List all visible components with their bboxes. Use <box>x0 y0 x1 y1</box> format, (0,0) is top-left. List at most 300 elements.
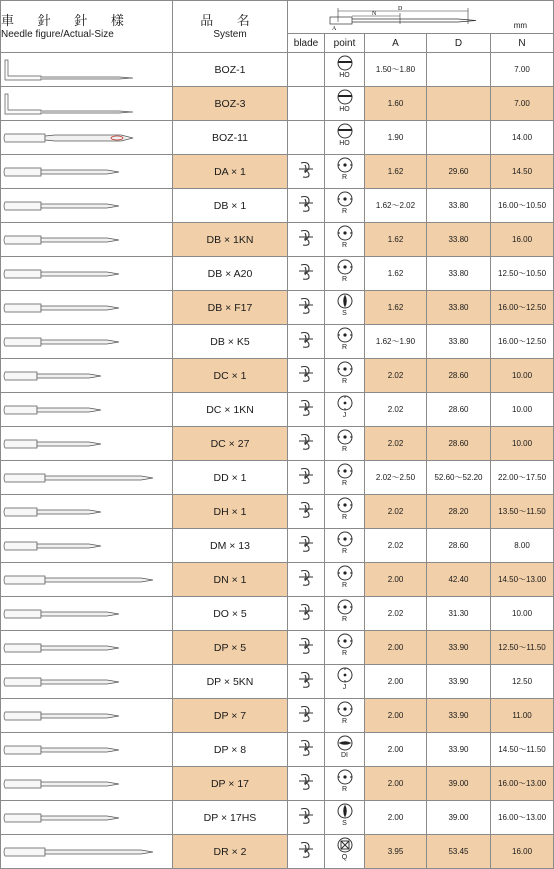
value-d-cell: 29.60 <box>427 155 491 189</box>
blade-cell <box>288 427 325 461</box>
blade-icon <box>295 363 317 383</box>
point-symbol <box>330 427 360 455</box>
value-n-cell: 11.00 <box>491 699 554 733</box>
system-cell: DC × 1 <box>173 359 288 393</box>
value-d-cell: 52.60～52.20 <box>427 461 491 495</box>
table-row <box>1 597 554 631</box>
needle-figure <box>1 295 161 321</box>
point-symbol <box>330 325 360 353</box>
blade-icon <box>295 601 317 621</box>
point-code: R <box>341 208 348 215</box>
point-code: R <box>341 242 348 249</box>
point-cell <box>325 121 365 155</box>
blade-icon <box>295 499 317 519</box>
value-a-cell: 1.62 <box>365 155 427 189</box>
value-n-cell: 12.50～10.50 <box>491 257 554 291</box>
blade-cell <box>288 733 325 767</box>
point-symbol <box>330 257 360 285</box>
blade-icon <box>295 329 317 349</box>
table-row <box>1 223 554 257</box>
point-symbol <box>330 801 360 829</box>
value-d-cell: 28.60 <box>427 427 491 461</box>
value-d-cell <box>427 121 491 155</box>
point-cell <box>325 291 365 325</box>
point-code: R <box>341 480 348 487</box>
system-cell: BOZ-1 <box>173 53 288 87</box>
blade-icon <box>295 703 317 723</box>
blade-cell <box>288 223 325 257</box>
point-code: R <box>341 174 348 181</box>
point-code: R <box>341 514 348 521</box>
needle-figure <box>1 125 161 151</box>
blade-icon <box>295 295 317 315</box>
d-column-header: D <box>427 34 491 53</box>
needle-figure-cell <box>1 189 173 223</box>
point-cell <box>325 427 365 461</box>
needle-figure <box>1 57 161 83</box>
point-cell <box>325 461 365 495</box>
needle-figure <box>1 669 161 695</box>
point-cell <box>325 631 365 665</box>
needle-figure <box>1 499 161 525</box>
value-d-cell: 33.80 <box>427 223 491 257</box>
point-style-icon <box>336 666 354 684</box>
value-n-cell: 14.00 <box>491 121 554 155</box>
point-symbol <box>330 767 360 795</box>
needle-figure <box>1 465 161 491</box>
point-style-icon <box>336 700 354 718</box>
diagram-letter-a: A <box>332 26 337 32</box>
blade-cell <box>288 189 325 223</box>
point-symbol <box>330 631 360 659</box>
point-style-icon <box>336 598 354 616</box>
point-symbol <box>330 223 360 251</box>
needle-figure-cell <box>1 359 173 393</box>
point-code: R <box>341 650 348 657</box>
needle-figure-cell <box>1 835 173 869</box>
needle-figure-cell <box>1 325 173 359</box>
point-style-icon <box>336 190 354 208</box>
point-code: R <box>341 276 348 283</box>
needle-figure <box>1 533 161 559</box>
system-cell: DP × 17 <box>173 767 288 801</box>
system-cell: DR × 2 <box>173 835 288 869</box>
system-cell: DB × 1 <box>173 189 288 223</box>
value-a-cell: 1.62 <box>365 291 427 325</box>
table-row <box>1 801 554 835</box>
point-cell <box>325 529 365 563</box>
needle-figure-cell <box>1 393 173 427</box>
blade-cell <box>288 495 325 529</box>
blade-cell <box>288 87 325 121</box>
value-a-cell: 2.00 <box>365 801 427 835</box>
value-a-cell: 2.00 <box>365 631 427 665</box>
point-cell <box>325 155 365 189</box>
blade-cell <box>288 665 325 699</box>
blade-icon <box>295 261 317 281</box>
needle-figure <box>1 363 161 389</box>
point-code: R <box>341 378 348 385</box>
table-row <box>1 733 554 767</box>
n-column-header: N <box>491 34 554 53</box>
value-n-cell: 8.00 <box>491 529 554 563</box>
point-style-icon <box>336 462 354 480</box>
point-cell <box>325 325 365 359</box>
point-symbol <box>330 835 360 863</box>
value-a-cell: 1.62～1.90 <box>365 325 427 359</box>
value-d-cell: 42.40 <box>427 563 491 597</box>
blade-cell <box>288 291 325 325</box>
needle-figure-cell <box>1 495 173 529</box>
value-a-cell: 2.02～2.50 <box>365 461 427 495</box>
point-cell <box>325 801 365 835</box>
needle-figure-cell <box>1 87 173 121</box>
blade-cell <box>288 631 325 665</box>
needle-figure-cell <box>1 257 173 291</box>
point-cell <box>325 597 365 631</box>
value-d-cell: 33.80 <box>427 189 491 223</box>
blade-cell <box>288 597 325 631</box>
needle-figure <box>1 737 161 763</box>
value-a-cell: 2.00 <box>365 563 427 597</box>
value-a-cell: 2.02 <box>365 427 427 461</box>
table-row <box>1 53 554 87</box>
value-d-cell <box>427 53 491 87</box>
figure-header-title: 車 針 針 樣 <box>1 12 134 28</box>
point-code: HO <box>339 140 350 147</box>
value-n-cell: 14.50～13.00 <box>491 563 554 597</box>
value-d-cell: 33.80 <box>427 325 491 359</box>
value-n-cell: 14.50～11.50 <box>491 733 554 767</box>
point-code: Q <box>341 854 348 861</box>
table-row <box>1 155 554 189</box>
table-row <box>1 631 554 665</box>
value-n-cell: 14.50 <box>491 155 554 189</box>
figure-header <box>1 1 173 53</box>
a-column-header: A <box>365 34 427 53</box>
needle-figure <box>1 261 161 287</box>
table-row <box>1 393 554 427</box>
point-column-header: point <box>325 34 365 53</box>
point-style-icon <box>336 326 354 344</box>
value-n-cell: 7.00 <box>491 87 554 121</box>
value-n-cell: 16.00～10.50 <box>491 189 554 223</box>
table-row <box>1 121 554 155</box>
needle-figure-cell <box>1 631 173 665</box>
table-row <box>1 699 554 733</box>
value-a-cell: 2.02 <box>365 393 427 427</box>
blade-icon <box>295 227 317 247</box>
value-d-cell: 33.90 <box>427 631 491 665</box>
table-row <box>1 563 554 597</box>
point-style-icon <box>336 156 354 174</box>
point-code: S <box>342 310 347 317</box>
point-cell <box>325 189 365 223</box>
needle-figure <box>1 601 161 627</box>
point-cell <box>325 665 365 699</box>
table-row <box>1 87 554 121</box>
point-code: DI <box>341 752 348 759</box>
blade-cell <box>288 393 325 427</box>
point-style-icon <box>336 88 354 106</box>
table-row <box>1 767 554 801</box>
value-d-cell: 53.45 <box>427 835 491 869</box>
blade-icon <box>295 737 317 757</box>
value-d-cell <box>427 87 491 121</box>
diagram-letter-d: D <box>398 6 403 12</box>
needle-figure <box>1 329 161 355</box>
value-d-cell: 33.80 <box>427 291 491 325</box>
needle-rows <box>1 53 554 869</box>
needle-figure-cell <box>1 223 173 257</box>
needle-figure <box>1 397 161 423</box>
system-cell: DP × 17HS <box>173 801 288 835</box>
system-cell: DD × 1 <box>173 461 288 495</box>
blade-cell <box>288 257 325 291</box>
needle-figure-cell <box>1 53 173 87</box>
point-cell <box>325 733 365 767</box>
blade-icon <box>295 669 317 689</box>
value-a-cell: 2.00 <box>365 699 427 733</box>
value-n-cell: 12.50 <box>491 665 554 699</box>
needle-figure-cell <box>1 291 173 325</box>
value-d-cell: 39.00 <box>427 767 491 801</box>
value-a-cell: 1.62 <box>365 257 427 291</box>
point-symbol <box>330 461 360 489</box>
system-header-title: 品 名 <box>200 12 260 28</box>
value-a-cell: 1.62 <box>365 223 427 257</box>
point-cell <box>325 393 365 427</box>
point-style-icon <box>336 122 354 140</box>
value-n-cell: 16.00～13.00 <box>491 801 554 835</box>
blade-icon <box>295 397 317 417</box>
system-cell: DN × 1 <box>173 563 288 597</box>
point-style-icon <box>336 428 354 446</box>
system-header-subtitle: System <box>213 28 247 40</box>
value-d-cell: 33.90 <box>427 733 491 767</box>
value-a-cell: 1.60 <box>365 87 427 121</box>
point-code: R <box>341 582 348 589</box>
blade-cell <box>288 767 325 801</box>
point-code: J <box>342 412 347 419</box>
diagram-letter-n: N <box>372 11 377 17</box>
value-d-cell: 28.20 <box>427 495 491 529</box>
needle-figure <box>1 193 161 219</box>
system-cell: BOZ-3 <box>173 87 288 121</box>
point-style-icon <box>336 768 354 786</box>
blade-cell <box>288 325 325 359</box>
system-cell: BOZ-11 <box>173 121 288 155</box>
point-symbol <box>330 87 360 115</box>
point-style-icon <box>336 394 354 412</box>
point-code: J <box>342 684 347 691</box>
system-cell: DP × 8 <box>173 733 288 767</box>
value-d-cell: 33.80 <box>427 257 491 291</box>
blade-cell <box>288 121 325 155</box>
table-row <box>1 359 554 393</box>
point-style-icon <box>336 564 354 582</box>
point-style-icon <box>336 734 354 752</box>
point-style-icon <box>336 224 354 242</box>
table-row <box>1 495 554 529</box>
point-style-icon <box>336 496 354 514</box>
blade-cell <box>288 563 325 597</box>
point-cell <box>325 495 365 529</box>
value-a-cell: 2.02 <box>365 529 427 563</box>
needle-figure <box>1 431 161 457</box>
table-row <box>1 325 554 359</box>
value-n-cell: 16.00～12.50 <box>491 325 554 359</box>
point-symbol <box>330 189 360 217</box>
needle-figure <box>1 805 161 831</box>
value-n-cell: 16.00～12.50 <box>491 291 554 325</box>
point-style-icon <box>336 292 354 310</box>
point-cell <box>325 223 365 257</box>
point-symbol <box>330 359 360 387</box>
system-cell: DB × 1KN <box>173 223 288 257</box>
blade-icon <box>295 805 317 825</box>
unit-label: mm <box>513 21 528 30</box>
point-cell <box>325 359 365 393</box>
blade-icon <box>295 839 317 859</box>
needle-figure-cell <box>1 461 173 495</box>
point-code: S <box>342 820 347 827</box>
point-code: HO <box>339 106 350 113</box>
value-n-cell: 16.00 <box>491 223 554 257</box>
point-symbol <box>330 529 360 557</box>
point-style-icon <box>336 530 354 548</box>
point-symbol <box>330 563 360 591</box>
blade-cell <box>288 529 325 563</box>
system-cell: DM × 13 <box>173 529 288 563</box>
needle-figure <box>1 567 161 593</box>
table-row <box>1 257 554 291</box>
point-code: R <box>341 446 348 453</box>
point-cell <box>325 257 365 291</box>
point-code: R <box>341 548 348 555</box>
needle-dimension-diagram <box>328 2 528 32</box>
point-cell <box>325 53 365 87</box>
system-cell: DC × 1KN <box>173 393 288 427</box>
point-symbol <box>330 733 360 761</box>
point-code: HO <box>339 72 350 79</box>
figure-header-subtitle: Needle figure/Actual-Size <box>1 28 114 40</box>
point-cell <box>325 835 365 869</box>
blade-cell <box>288 835 325 869</box>
system-cell: DA × 1 <box>173 155 288 189</box>
point-symbol <box>330 665 360 693</box>
table-row <box>1 461 554 495</box>
system-cell: DH × 1 <box>173 495 288 529</box>
needle-figure-cell <box>1 121 173 155</box>
value-d-cell: 31.30 <box>427 597 491 631</box>
value-n-cell: 10.00 <box>491 597 554 631</box>
needle-figure-cell <box>1 427 173 461</box>
value-n-cell: 22.00～17.50 <box>491 461 554 495</box>
point-cell <box>325 87 365 121</box>
point-style-icon <box>336 632 354 650</box>
blade-icon <box>295 159 317 179</box>
blade-cell <box>288 801 325 835</box>
value-n-cell: 10.00 <box>491 393 554 427</box>
needle-figure-cell <box>1 699 173 733</box>
point-symbol <box>330 121 360 149</box>
table-row <box>1 291 554 325</box>
value-d-cell: 39.00 <box>427 801 491 835</box>
point-symbol <box>330 393 360 421</box>
blade-icon <box>295 431 317 451</box>
value-n-cell: 7.00 <box>491 53 554 87</box>
needle-figure-cell <box>1 597 173 631</box>
blade-cell <box>288 461 325 495</box>
point-style-icon <box>336 836 354 854</box>
table-row <box>1 427 554 461</box>
value-n-cell: 16.00～13.00 <box>491 767 554 801</box>
blade-cell <box>288 53 325 87</box>
system-cell: DB × A20 <box>173 257 288 291</box>
point-code: R <box>341 786 348 793</box>
point-cell <box>325 563 365 597</box>
point-style-icon <box>336 360 354 378</box>
needle-figure <box>1 635 161 661</box>
table-row <box>1 665 554 699</box>
value-n-cell: 13.50～11.50 <box>491 495 554 529</box>
table-row <box>1 835 554 869</box>
value-d-cell: 28.60 <box>427 529 491 563</box>
needle-figure-cell <box>1 563 173 597</box>
value-a-cell: 2.00 <box>365 733 427 767</box>
point-symbol <box>330 597 360 625</box>
system-cell: DP × 5 <box>173 631 288 665</box>
dimension-diagram-header <box>288 1 554 34</box>
value-d-cell: 33.90 <box>427 665 491 699</box>
value-d-cell: 28.60 <box>427 359 491 393</box>
point-code: R <box>341 616 348 623</box>
system-cell: DB × F17 <box>173 291 288 325</box>
value-n-cell: 16.00 <box>491 835 554 869</box>
blade-icon <box>295 771 317 791</box>
point-symbol <box>330 699 360 727</box>
needle-figure <box>1 839 161 865</box>
needle-figure-cell <box>1 733 173 767</box>
value-a-cell: 2.02 <box>365 359 427 393</box>
blade-cell <box>288 359 325 393</box>
value-a-cell: 1.62～2.02 <box>365 189 427 223</box>
point-cell <box>325 767 365 801</box>
value-a-cell: 2.00 <box>365 665 427 699</box>
system-cell: DC × 27 <box>173 427 288 461</box>
needle-figure <box>1 159 161 185</box>
point-code: R <box>341 344 348 351</box>
needle-figure-cell <box>1 665 173 699</box>
value-d-cell: 33.90 <box>427 699 491 733</box>
point-style-icon <box>336 258 354 276</box>
blade-icon <box>295 635 317 655</box>
needle-figure <box>1 771 161 797</box>
value-a-cell: 2.02 <box>365 495 427 529</box>
value-n-cell: 12.50～11.50 <box>491 631 554 665</box>
point-cell <box>325 699 365 733</box>
table-row <box>1 529 554 563</box>
table-row <box>1 189 554 223</box>
point-symbol <box>330 155 360 183</box>
value-a-cell: 2.00 <box>365 767 427 801</box>
value-n-cell: 10.00 <box>491 359 554 393</box>
system-cell: DP × 7 <box>173 699 288 733</box>
system-header <box>173 1 288 53</box>
value-a-cell: 2.02 <box>365 597 427 631</box>
point-symbol <box>330 291 360 319</box>
